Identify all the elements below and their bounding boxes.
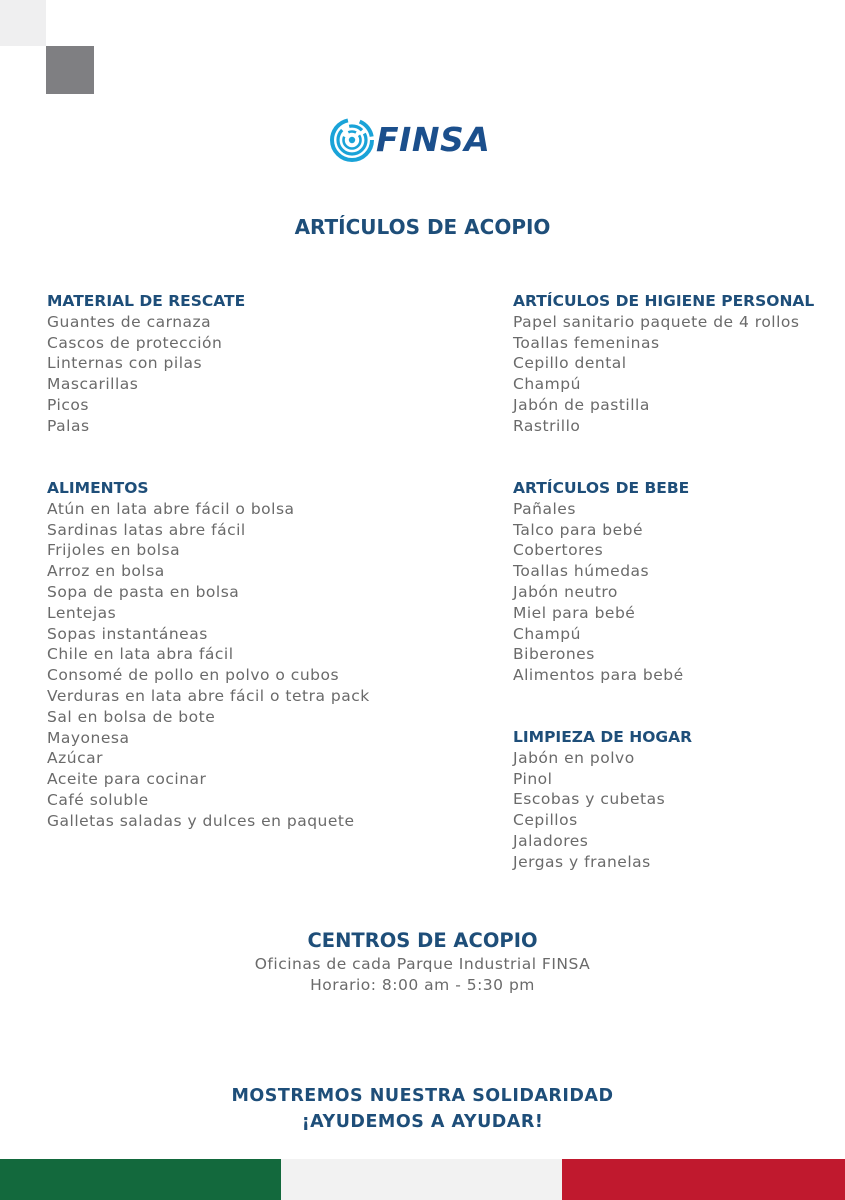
list-item: Toallas húmedas (513, 562, 650, 581)
list-item: Cobertores (513, 541, 604, 560)
item-list (47, 499, 370, 832)
item-list (513, 748, 692, 873)
centers-location: Oficinas de cada Parque Industrial FINSA (254, 955, 591, 973)
section-title: MATERIAL DE RESCATE (47, 292, 246, 310)
list-item: Champú (513, 624, 581, 643)
list-item: Atún en lata abre fácil o bolsa (47, 499, 295, 518)
flag-stripe-white (281, 1159, 562, 1200)
list-item: Frijoles en bolsa (47, 541, 181, 560)
list-item: Sardinas latas abre fácil (47, 520, 246, 539)
list-item: Consomé de pollo en polvo o cubos (47, 666, 340, 685)
list-item: Aceite para cocinar (47, 770, 207, 789)
list-item: Talco para bebé (513, 520, 644, 539)
item-list (513, 499, 689, 686)
list-item: Mayonesa (47, 728, 130, 747)
centers-title: CENTROS DE ACOPIO (307, 929, 538, 952)
list-item: Alimentos para bebé (513, 666, 684, 685)
section-higiene-personal (513, 291, 814, 437)
list-item: Sopas instantáneas (47, 624, 208, 643)
finsa-swirl-icon (328, 116, 376, 164)
footer-line-1: MOSTREMOS NUESTRA SOLIDARIDAD (231, 1086, 614, 1106)
list-item: Sopa de pasta en bolsa (47, 582, 240, 601)
list-item: Biberones (513, 645, 595, 664)
list-item: Pinol (513, 769, 553, 788)
corner-dark-square (46, 46, 94, 94)
list-item: Chile en lata abra fácil (47, 645, 234, 664)
list-item: Verduras en lata abre fácil o tetra pack (47, 686, 370, 705)
section-alimentos (47, 478, 370, 832)
list-item: Jabón neutro (513, 582, 618, 601)
list-item: Papel sanitario paquete de 4 rollos (513, 312, 800, 331)
list-item: Café soluble (47, 790, 149, 809)
list-item: Mascarillas (47, 375, 139, 394)
page-title: ARTÍCULOS DE ACOPIO (294, 215, 551, 239)
section-limpieza-hogar (513, 727, 692, 873)
footer-message (0, 1083, 845, 1135)
flag-color-bar (0, 1159, 845, 1200)
list-item: Toallas femeninas (513, 333, 660, 352)
list-item: Miel para bebé (513, 603, 636, 622)
list-item: Linternas con pilas (47, 354, 203, 373)
section-bebe (513, 478, 689, 686)
list-item: Jabón de pastilla (513, 395, 650, 414)
list-item: Cepillo dental (513, 354, 627, 373)
section-title: ARTÍCULOS DE HIGIENE PERSONAL (513, 292, 815, 310)
list-item: Cepillos (513, 811, 578, 830)
flag-stripe-red (562, 1159, 845, 1200)
list-item: Azúcar (47, 749, 103, 768)
list-item: Sal en bolsa de bote (47, 707, 216, 726)
list-item: Galletas saladas y dulces en paquete (47, 811, 355, 830)
section-title: ALIMENTOS (47, 479, 149, 497)
list-item: Guantes de carnaza (47, 312, 212, 331)
collection-centers (0, 928, 845, 996)
list-item: Palas (47, 416, 90, 435)
finsa-logo (328, 116, 528, 168)
list-item: Arroz en bolsa (47, 562, 165, 581)
section-material-rescate (47, 291, 245, 437)
list-item: Jaladores (513, 831, 589, 850)
logo-wordmark: FINSA (376, 120, 491, 159)
list-item: Jergas y franelas (513, 852, 651, 871)
flag-stripe-green (0, 1159, 281, 1200)
list-item: Rastrillo (513, 416, 581, 435)
list-item: Escobas y cubetas (513, 790, 666, 809)
list-item: Lentejas (47, 603, 117, 622)
centers-hours: Horario: 8:00 am - 5:30 pm (310, 976, 535, 994)
list-item: Picos (47, 395, 89, 414)
list-item: Cascos de protección (47, 333, 223, 352)
section-title: LIMPIEZA DE HOGAR (513, 728, 693, 746)
list-item: Jabón en polvo (513, 748, 635, 767)
item-list (47, 312, 245, 437)
list-item: Pañales (513, 499, 576, 518)
section-title: ARTÍCULOS DE BEBE (513, 479, 690, 497)
item-list (513, 312, 814, 437)
list-item: Champú (513, 375, 581, 394)
footer-line-2: ¡AYUDEMOS A AYUDAR! (301, 1112, 544, 1132)
corner-light-square (0, 0, 46, 46)
